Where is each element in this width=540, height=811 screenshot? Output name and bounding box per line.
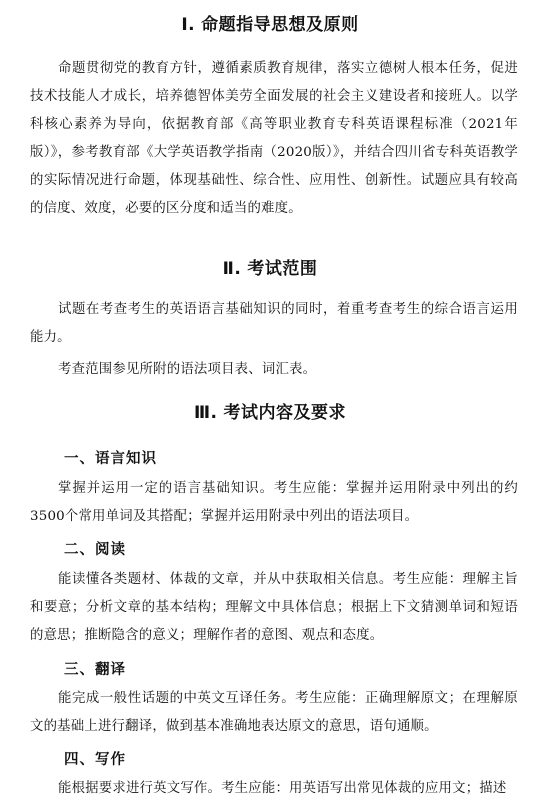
subsection-3-heading: 三、翻译: [64, 662, 126, 678]
section-1-paragraph: 命题贯彻党的教育方针，遵循素质教育规律，落实立德树人根本任务，促进技术技能人才成长，培养德智体美劳全面发展的社会主义建设者和接班人。以学科核心素养为导向，依据教育部《高等职业教育专科英语课程标准（2021年版）》，参考教育部《大学英语教学指南（2020版）》，并结合四川省专科英语教学的实际情况进行命题，体现基础性、综合性、应用性、创新性。试题应具有较高的信度、效度，必要的区分度和适当的难度。: [30, 61, 518, 216]
section-3-title: [0, 398, 540, 423]
section-1-heading: 命题指导思想及原则: [201, 15, 359, 35]
section-2-paragraph-2: 考查范围参见所附的语法项目表、词汇表。: [58, 362, 317, 377]
section-2-title: [0, 254, 540, 279]
subsection-4-heading: 四、写作: [64, 752, 126, 768]
subsection-2-heading: 二、阅读: [64, 542, 126, 558]
subsection-3-text: 能完成一般性话题的中英文互译任务。考生应能：正确理解原文；在理解原文的基础上进行翻译，做到基本准确地表达原文的意思，语句通顺。: [30, 691, 518, 734]
subsection-1-heading: 一、语言知识: [64, 451, 157, 467]
section-1-title: [0, 10, 540, 35]
section-2-paragraph-1: 试题在考查考生的英语语言基础知识的同时，着重考查考生的综合语言运用能力。: [30, 302, 518, 345]
section-2-heading: 考试范围: [247, 259, 318, 279]
subsection-2-text: 能读懂各类题材、体裁的文章，并从中获取相关信息。考生应能：理解主旨和要意；分析文章的基本结构；理解文中具体信息；根据上下文猜测单词和短语的意思；推断隐含的意义；理解作者的意图、观点和态度。: [30, 572, 518, 643]
section-2-number: Ⅱ.: [222, 259, 242, 279]
section-1-number: Ⅰ.: [181, 15, 196, 35]
section-3-heading: 考试内容及要求: [223, 403, 347, 423]
subsection-1-text: 掌握并运用一定的语言基础知识。考生应能：掌握并运用附录中列出的约3500个常用单词及其搭配；掌握并运用附录中列出的语法项目。: [30, 481, 518, 524]
subsection-4-text: 能根据要求进行英文写作。考生应能：用英语写出常见体裁的应用文；描述: [58, 781, 507, 796]
section-3-number: Ⅲ.: [193, 403, 218, 423]
